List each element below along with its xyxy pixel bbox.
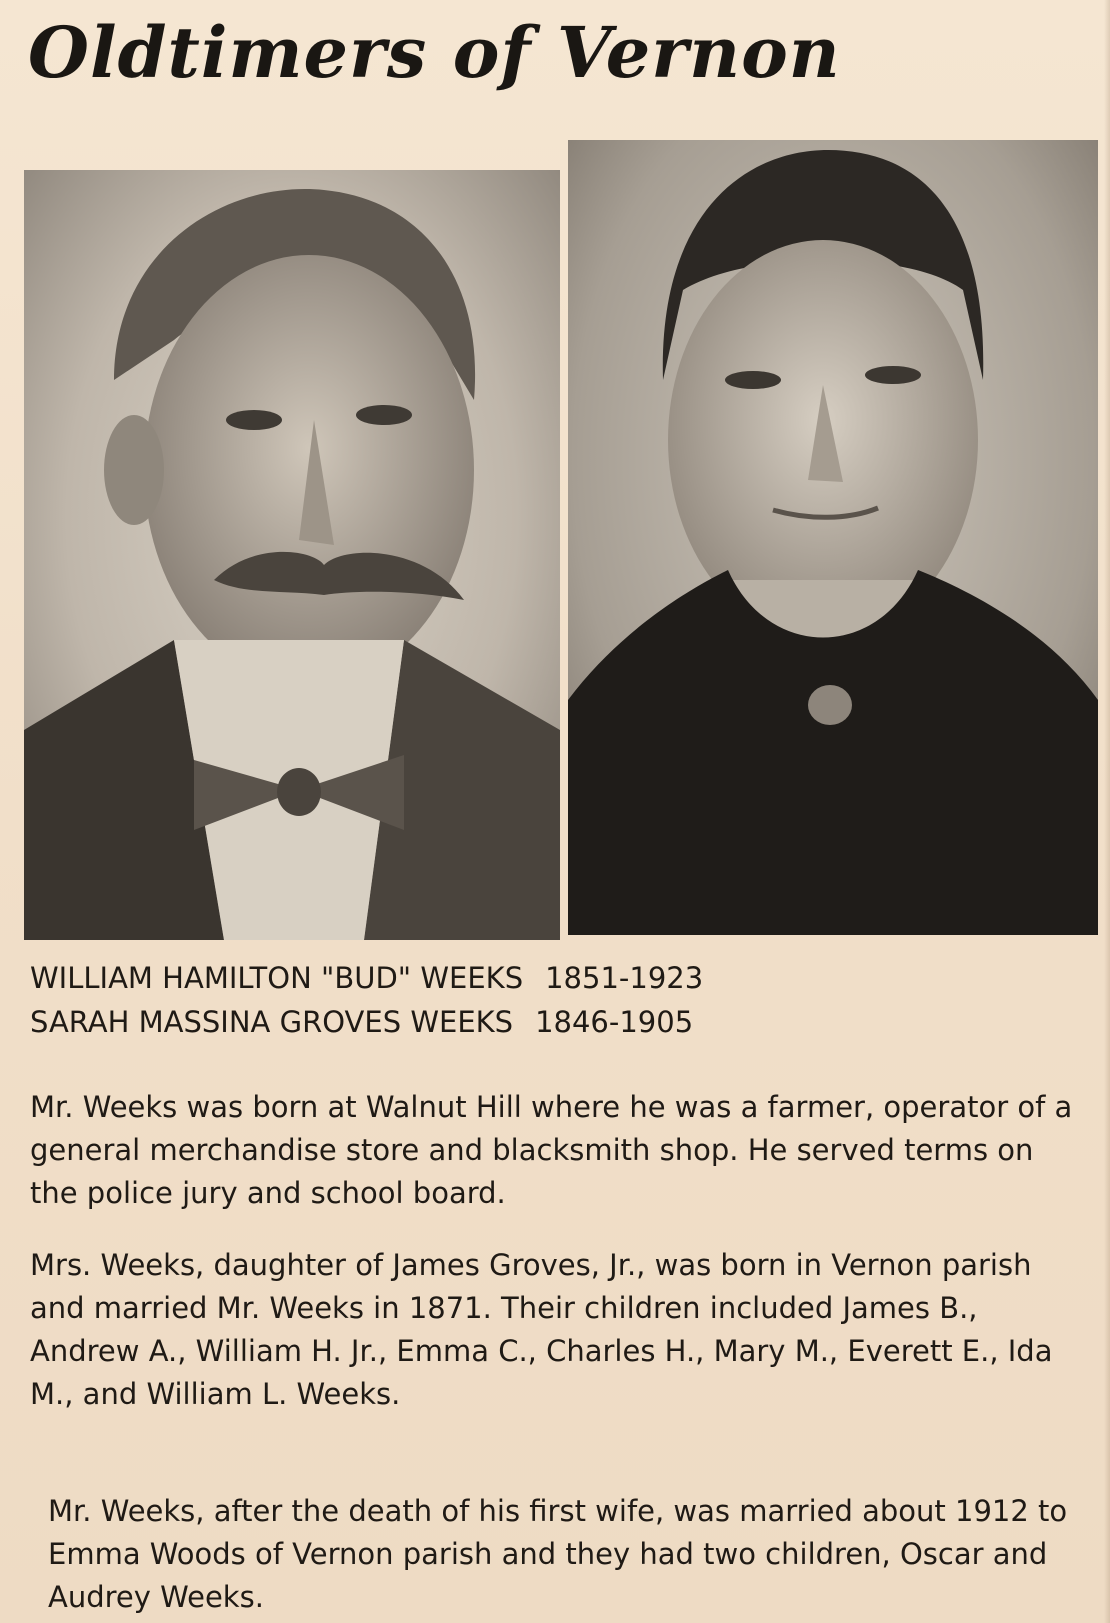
portrait-woman-photo [568, 140, 1098, 935]
caption-years-sarah: 1846-1905 [535, 1005, 694, 1039]
caption-line-william [30, 956, 703, 1000]
headline: Oldtimers of Vernon [28, 11, 841, 94]
caption-line-sarah [30, 1000, 703, 1044]
portrait-caption [30, 956, 703, 1044]
paragraph-second-marriage: Mr. Weeks, after the death of his first wife, was married about 1912 to Emma Woods of Vernon parish and they had two children, Oscar and Audrey Weeks. [48, 1494, 1068, 1614]
caption-years-william: 1851-1923 [545, 961, 704, 995]
paragraph-mr-weeks-career: Mr. Weeks was born at Walnut Hill where he was a farmer, operator of a general merchandise store and blacksmith shop. He served terms on the police jury and school board. [30, 1090, 1073, 1210]
caption-name-sarah: SARAH MASSINA GROVES WEEKS [30, 1005, 514, 1039]
caption-name-william: WILLIAM HAMILTON "BUD" WEEKS [30, 961, 524, 995]
portrait-man-image [24, 170, 560, 940]
paper-edge-shadow [1104, 0, 1110, 1623]
paragraph-mrs-weeks-family: Mrs. Weeks, daughter of James Groves, Jr., was born in Vernon parish and married Mr. Weeks in 1871. Their children included James B., Andrew A., William H. Jr., Emma C., Charles H., Mary M., Everett E., Ida M., and William L. Weeks. [30, 1248, 1053, 1411]
portrait-woman-image [568, 140, 1098, 935]
portrait-man-photo [24, 170, 560, 940]
